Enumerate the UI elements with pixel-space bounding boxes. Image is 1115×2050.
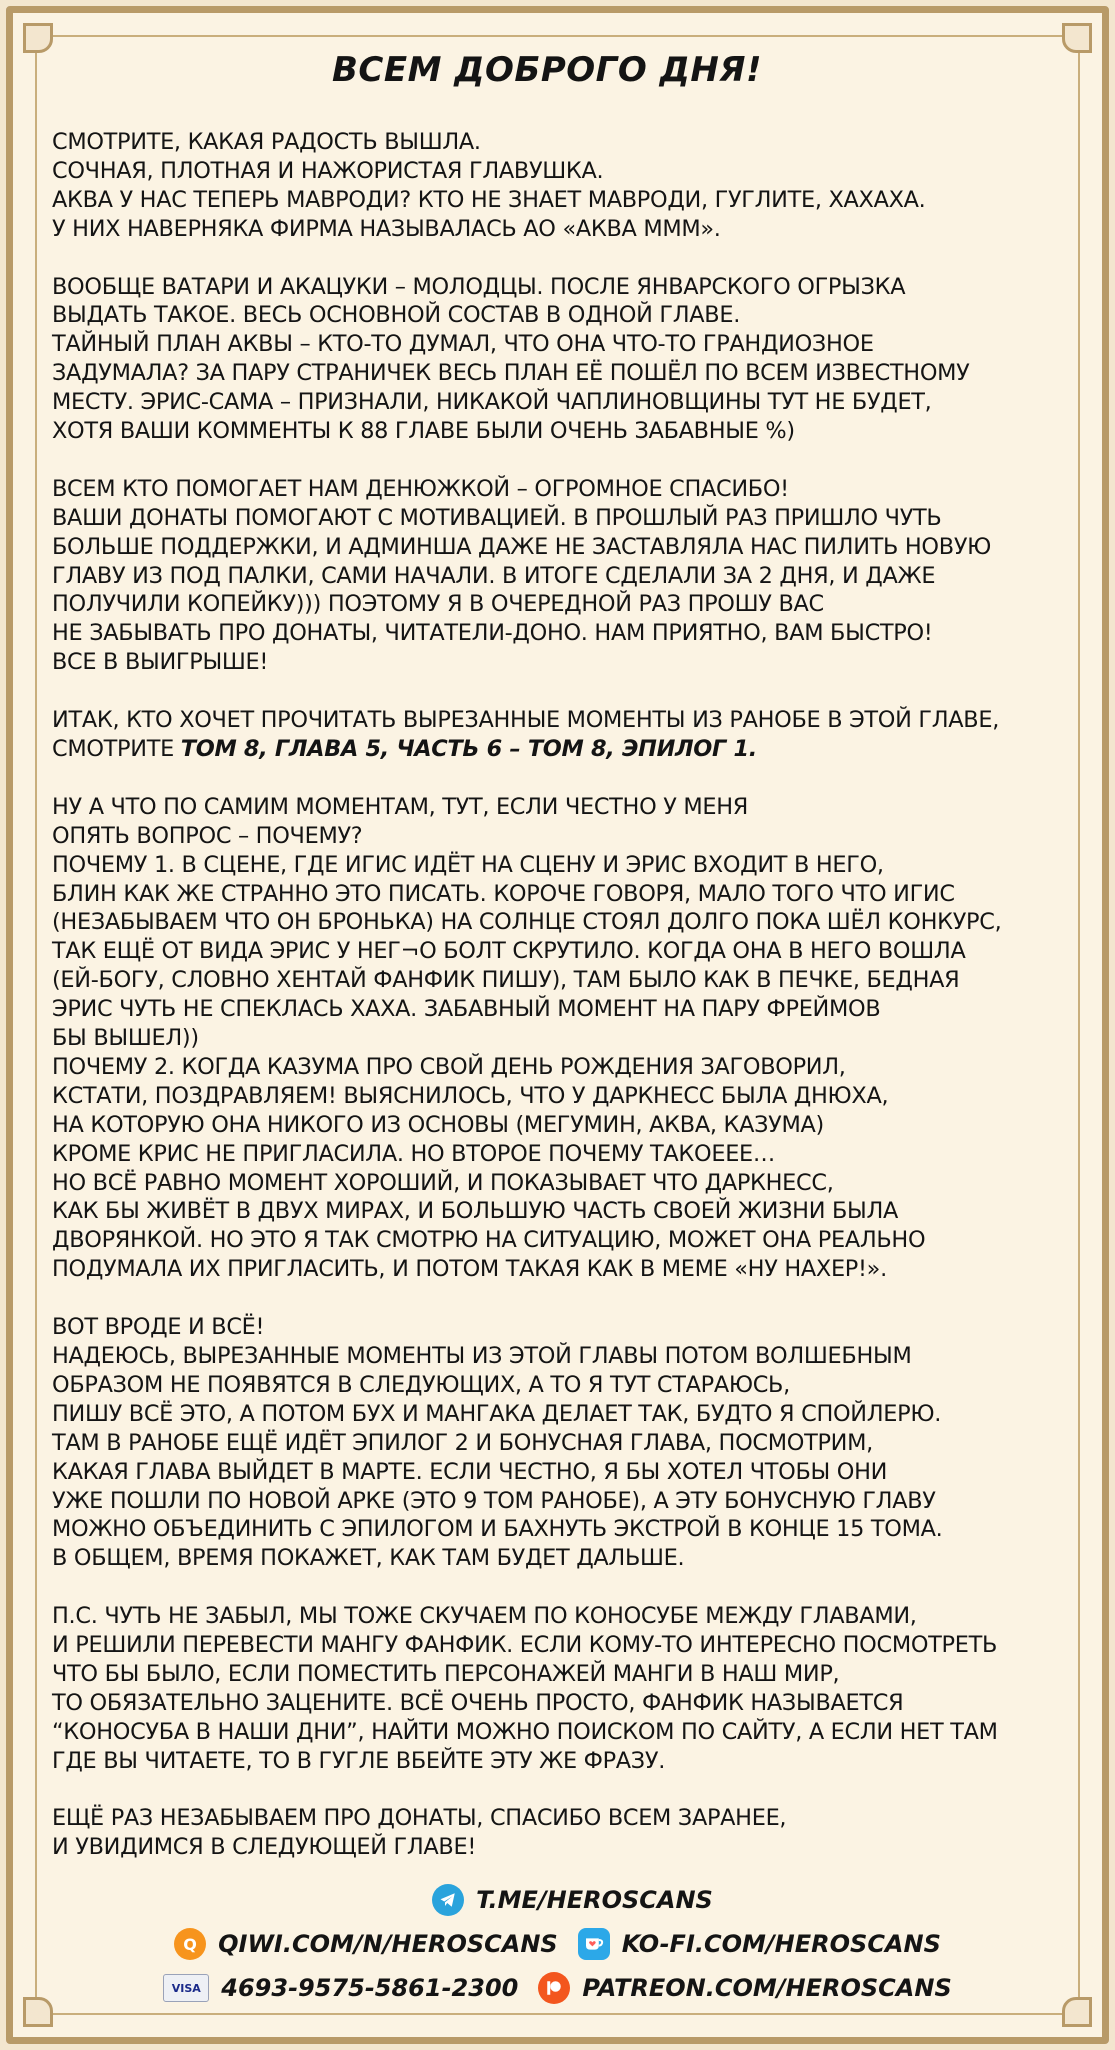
paragraph [52, 1804, 1072, 1862]
text-line: КАК БЫ ЖИВЁТ В ДВУХ МИРАХ, И БОЛЬШУЮ ЧАСТЬ СВОЕЙ ЖИЗНИ БЫЛА [52, 1198, 899, 1225]
text-line: МЕСТУ. ЭРИС-САМА – ПРИЗНАЛИ, НИКАКОЙ ЧАПЛИНОВЩИНЫ ТУТ НЕ БУДЕТ, [52, 389, 932, 416]
text-line: НАДЕЮСЬ, ВЫРЕЗАННЫЕ МОМЕНТЫ ИЗ ЭТОЙ ГЛАВЫ ПОТОМ ВОЛШЕБНЫМ [52, 1342, 912, 1369]
text-line [52, 735, 1072, 764]
patreon-link[interactable] [538, 1972, 951, 2004]
paragraph [52, 475, 1072, 677]
chapter-reference [52, 706, 1072, 764]
text-line: БЛИН КАК ЖЕ СТРАННО ЭТО ПИСАТЬ. КОРОЧЕ ГОВОРЯ, МАЛО ТОГО ЧТО ИГИС [52, 880, 955, 907]
text-line: ТАК ЕЩЁ ОТ ВИДА ЭРИС У НЕГ¬О БОЛТ СКРУТИЛО. КОГДА ОНА В НЕГО ВОШЛА [52, 938, 966, 965]
text-line: АКВА У НАС ТЕПЕРЬ МАВРОДИ? КТО НЕ ЗНАЕТ МАВРОДИ, ГУГЛИТЕ, ХАХАХА. [52, 186, 926, 213]
text-line: (ЕЙ-БОГУ, СЛОВНО ХЕНТАЙ ФАНФИК ПИШУ), ТАМ БЫЛО КАК В ПЕЧКЕ, БЕДНАЯ [52, 967, 960, 994]
text-line: НА КОТОРУЮ ОНА НИКОГО ИЗ ОСНОВЫ (МЕГУМИН, АКВА, КАЗУМА) [52, 1111, 824, 1138]
frame-corner [23, 23, 53, 53]
text-line: КРОМЕ КРИС НЕ ПРИГЛАСИЛА. НО ВТОРОЕ ПОЧЕМУ ТАКОЕЕЕ… [52, 1140, 775, 1167]
text-line: КАКАЯ ГЛАВА ВЫЙДЕТ В МАРТЕ. ЕСЛИ ЧЕСТНО, Я БЫ ХОТЕЛ ЧТОБЫ ОНИ [52, 1458, 888, 1485]
text-line: ВЫДАТЬ ТАКОЕ. ВЕСЬ ОСНОВНОЙ СОСТАВ В ОДНОЙ ГЛАВЕ. [52, 302, 741, 329]
card-number-label: 4693-9575-5861-2300 [221, 1974, 519, 2002]
text-line: ТО ОБЯЗАТЕЛЬНО ЗАЦЕНИТЕ. ВСЁ ОЧЕНЬ ПРОСТО, ФАНФИК НАЗЫВАЕТСЯ [52, 1689, 904, 1716]
text-line: ПОЧЕМУ 1. В СЦЕНЕ, ГДЕ ИГИС ИДЁТ НА СЦЕНУ И ЭРИС ВХОДИТ В НЕГО, [52, 851, 884, 878]
qiwi-link-label: QIWI.COM/N/HEROSCANS [218, 1930, 558, 1958]
patreon-icon [538, 1972, 570, 2004]
text-line: ВСЕ В ВЫИГРЫШЕ! [52, 649, 269, 676]
text-line: “КОНОСУБА В НАШИ ДНИ”, НАЙТИ МОЖНО ПОИСКОМ ПО САЙТУ, А ЕСЛИ НЕТ ТАМ [52, 1718, 998, 1745]
text-line: НО ВСЁ РАВНО МОМЕНТ ХОРОШИЙ, И ПОКАЗЫВАЕТ ЧТО ДАРКНЕСС, [52, 1169, 834, 1196]
text-line: ЕЩЁ РАЗ НЕЗАБЫВАЕМ ПРО ДОНАТЫ, СПАСИБО ВСЕМ ЗАРАНЕЕ, [52, 1805, 787, 1832]
text-line: ДВОРЯНКОЙ. НО ЭТО Я ТАК СМОТРЮ НА СИТУАЦИЮ, МОЖЕТ ОНА РЕАЛЬНО [52, 1227, 926, 1254]
paragraph [52, 128, 1072, 244]
text-line: И РЕШИЛИ ПЕРЕВЕСТИ МАНГУ ФАНФИК. ЕСЛИ КОМУ-ТО ИНТЕРЕСНО ПОСМОТРЕТЬ [52, 1632, 998, 1659]
visa-card-icon: VISA [163, 1974, 209, 2002]
telegram-icon [432, 1884, 464, 1916]
kofi-link[interactable] [578, 1928, 941, 1960]
telegram-link[interactable] [432, 1884, 713, 1916]
text-line: ИТАК, КТО ХОЧЕТ ПРОЧИТАТЬ ВЫРЕЗАННЫЕ МОМЕНТЫ ИЗ РАНОБЕ В ЭТОЙ ГЛАВЕ, [52, 707, 1000, 734]
page-title: ВСЕМ ДОБРОГО ДНЯ! [331, 50, 762, 90]
telegram-link-label: T.ME/HEROSCANS [476, 1886, 713, 1914]
text-line: БЫ ВЫШЕЛ)) [52, 1025, 199, 1052]
text-line: УЖЕ ПОШЛИ ПО НОВОЙ АРКЕ (ЭТО 9 ТОМ РАНОБЕ), А ЭТУ БОНУСНУЮ ГЛАВУ [52, 1487, 936, 1514]
text-line: МОЖНО ОБЪЕДИНИТЬ С ЭПИЛОГОМ И БАХНУТЬ ЭКСТРОЙ В КОНЦЕ 15 ТОМА. [52, 1516, 943, 1543]
text-line: ТАЙНЫЙ ПЛАН АКВЫ – КТО-ТО ДУМАЛ, ЧТО ОНА ЧТО-ТО ГРАНДИОЗНОЕ [52, 331, 874, 358]
text-line: ГДЕ ВЫ ЧИТАЕТЕ, ТО В ГУГЛЕ ВБЕЙТЕ ЭТУ ЖЕ ФРАЗУ. [52, 1747, 666, 1774]
text-line: ПОДУМАЛА ИХ ПРИГЛАСИТЬ, И ПОТОМ ТАКАЯ КАК В МЕМЕ «НУ НАХЕР!». [52, 1256, 887, 1283]
chapter-ref-emphasis: ТОМ 8, ГЛАВА 5, ЧАСТЬ 6 – ТОМ 8, ЭПИЛОГ 1. [180, 735, 757, 762]
qiwi-icon: Q [174, 1928, 206, 1960]
card-number[interactable] [163, 1974, 518, 2002]
text-line: В ОБЩЕМ, ВРЕМЯ ПОКАЖЕТ, КАК ТАМ БУДЕТ ДАЛЬШЕ. [52, 1545, 685, 1572]
text-line: БОЛЬШЕ ПОДДЕРЖКИ, И АДМИНША ДАЖЕ НЕ ЗАСТАВЛЯЛА НАС ПИЛИТЬ НОВУЮ [52, 533, 992, 560]
text-line: ЭРИС ЧУТЬ НЕ СПЕКЛАСЬ ХАХА. ЗАБАВНЫЙ МОМЕНТ НА ПАРУ ФРЕЙМОВ [52, 996, 881, 1023]
text-line: ВОТ ВРОДЕ И ВСЁ! [52, 1314, 265, 1341]
text-line: КСТАТИ, ПОЗДРАВЛЯЕМ! ВЫЯСНИЛОСЬ, ЧТО У ДАРКНЕСС БЫЛА ДНЮХА, [52, 1082, 889, 1109]
text-line: ГЛАВУ ИЗ ПОД ПАЛКИ, САМИ НАЧАЛИ. В ИТОГЕ СДЕЛАЛИ ЗА 2 ДНЯ, И ДАЖЕ [52, 562, 936, 589]
links-row [0, 1922, 1115, 1966]
text-line: И УВИДИМСЯ В СЛЕДУЮЩЕЙ ГЛАВЕ! [52, 1834, 476, 1861]
text-line: СМОТРИТЕ, КАКАЯ РАДОСТЬ ВЫШЛА. [52, 129, 481, 155]
announcement-body [52, 40, 1072, 1891]
text-line: ОПЯТЬ ВОПРОС – ПОЧЕМУ? [52, 822, 363, 849]
text-line: СОЧНАЯ, ПЛОТНАЯ И НАЖОРИСТАЯ ГЛАВУШКА. [52, 157, 604, 184]
text-line: ПОЛУЧИЛИ КОПЕЙКУ))) ПОЭТОМУ Я В ОЧЕРЕДНОЙ РАЗ ПРОШУ ВАС [52, 591, 824, 618]
support-links [0, 1878, 1115, 2010]
text-line: ВСЕМ КТО ПОМОГАЕТ НАМ ДЕНЮЖКОЙ – ОГРОМНОЕ СПАСИБО! [52, 475, 789, 502]
text-line: У НИХ НАВЕРНЯКА ФИРМА НАЗЫВАЛАСЬ АО «АКВА МММ». [52, 215, 721, 242]
text-line: ПИШУ ВСЁ ЭТО, А ПОТОМ БУХ И МАНГАКА ДЕЛАЕТ ТАК, БУДТО Я СПОЙЛЕРЮ. [52, 1400, 942, 1427]
text-line: ПОЧЕМУ 2. КОГДА КАЗУМА ПРО СВОЙ ДЕНЬ РОЖДЕНИЯ ЗАГОВОРИЛ, [52, 1053, 846, 1080]
text-line: (НЕЗАБЫВАЕМ ЧТО ОН БРОНЬКА) НА СОЛНЦЕ СТОЯЛ ДОЛГО ПОКА ШЁЛ КОНКУРС, [52, 909, 1002, 936]
links-row [0, 1966, 1115, 2010]
text-line: ЧТО БЫ БЫЛО, ЕСЛИ ПОМЕСТИТЬ ПЕРСОНАЖЕЙ МАНГИ В НАШ МИР, [52, 1660, 840, 1687]
paragraph [52, 793, 1072, 1284]
text-line: ЗАДУМАЛА? ЗА ПАРУ СТРАНИЧЕК ВЕСЬ ПЛАН ЕЁ ПОШЁЛ ПО ВСЕМ ИЗВЕСТНОМУ [52, 360, 970, 387]
kofi-icon [578, 1928, 610, 1960]
text-line: ВАШИ ДОНАТЫ ПОМОГАЮТ С МОТИВАЦИЕЙ. В ПРОШЛЫЙ РАЗ ПРИШЛО ЧУТЬ [52, 504, 942, 531]
text-line: НЕ ЗАБЫВАТЬ ПРО ДОНАТЫ, ЧИТАТЕЛИ-ДОНО. НАМ ПРИЯТНО, ВАМ БЫСТРО! [52, 620, 933, 647]
text-line: ТАМ В РАНОБЕ ЕЩЁ ИДЁТ ЭПИЛОГ 2 И БОНУСНАЯ ГЛАВА, ПОСМОТРИМ, [52, 1429, 873, 1456]
text-line: П.С. ЧУТЬ НЕ ЗАБЫЛ, МЫ ТОЖЕ СКУЧАЕМ ПО КОНОСУБЕ МЕЖДУ ГЛАВАМИ, [52, 1603, 917, 1630]
text-line: НУ А ЧТО ПО САМИМ МОМЕНТАМ, ТУТ, ЕСЛИ ЧЕСТНО У МЕНЯ [52, 793, 749, 820]
links-row [0, 1878, 1115, 1922]
qiwi-link[interactable] [174, 1928, 558, 1960]
paragraph [52, 1313, 1072, 1573]
chapter-ref-prefix: СМОТРИТЕ [52, 735, 181, 762]
paragraph [52, 273, 1072, 446]
text-line: ВООБЩЕ ВАТАРИ И АКАЦУКИ – МОЛОДЦЫ. ПОСЛЕ ЯНВАРСКОГО ОГРЫЗКА [52, 273, 906, 300]
patreon-link-label: PATREON.COM/HEROSCANS [582, 1974, 952, 2002]
kofi-link-label: KO-FI.COM/HEROSCANS [621, 1930, 941, 1958]
paragraph [52, 1602, 1072, 1775]
text-line: ОБРАЗОМ НЕ ПОЯВЯТСЯ В СЛЕДУЮЩИХ, А ТО Я ТУТ СТАРАЮСЬ, [52, 1371, 790, 1398]
text-line: ХОТЯ ВАШИ КОММЕНТЫ К 88 ГЛАВЕ БЫЛИ ОЧЕНЬ ЗАБАВНЫЕ %) [52, 418, 795, 445]
